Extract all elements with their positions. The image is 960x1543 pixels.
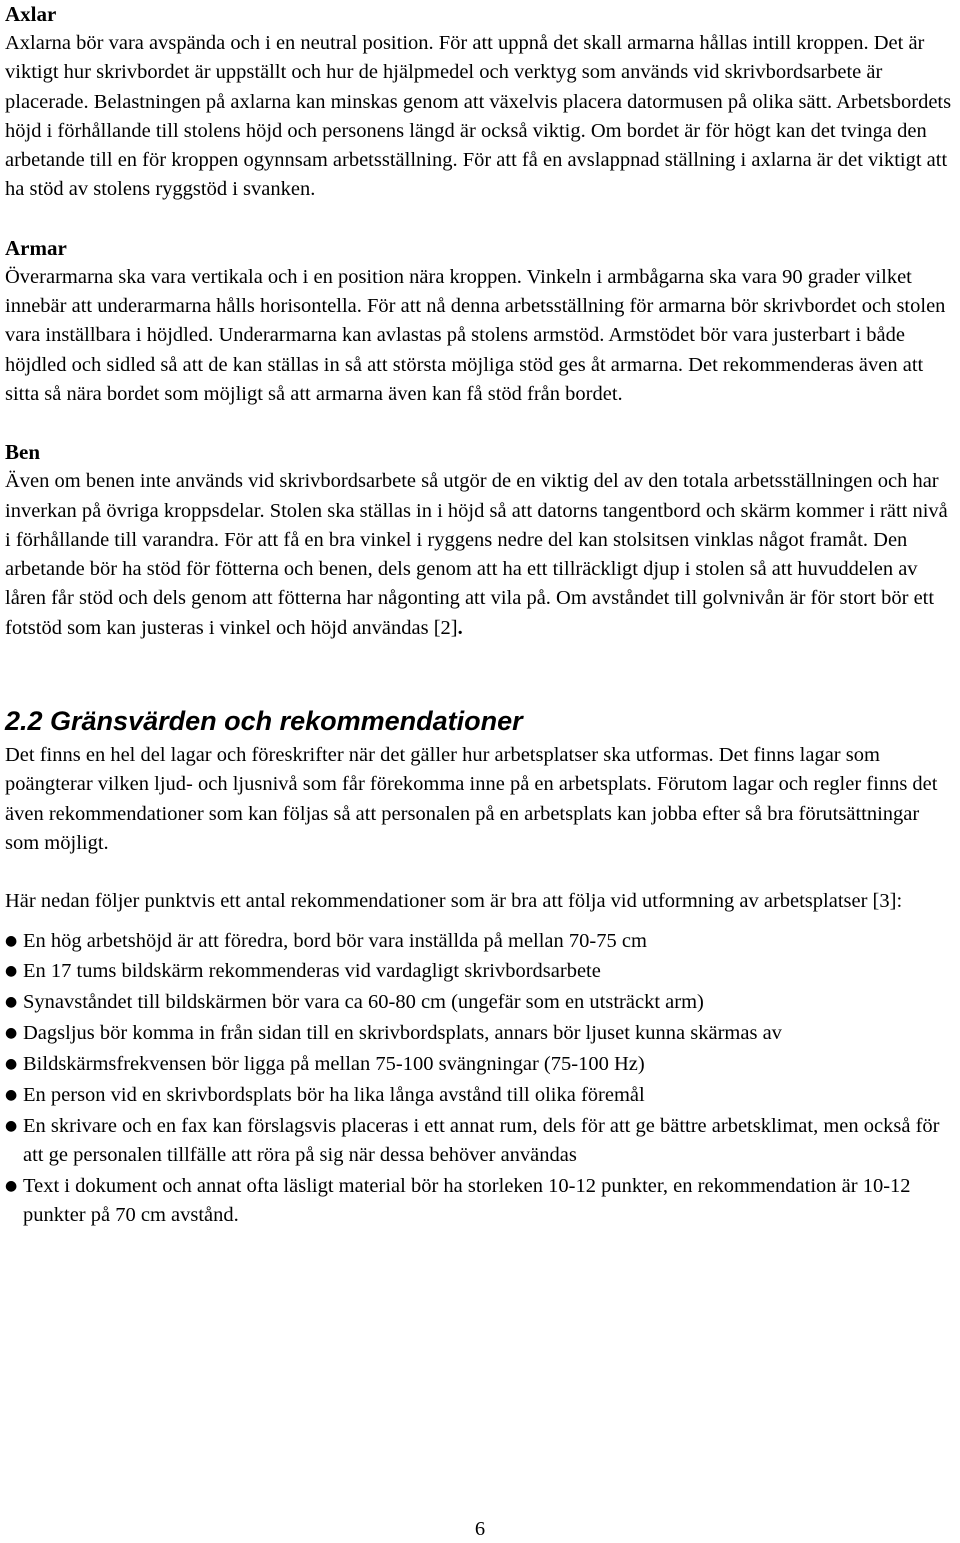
section-text-ben-body: Även om benen inte används vid skrivbordsarbete så utgör de en viktig del av den totala arbetsställningen och har inverkan på övriga kroppsdelar. Stolen ska ställas in i höjd så att datorns tangentbord och skärm kommer i rätt nivå i förhållande till varandra. För att få en bra vinkel i ryggens nedre del kan stolsitsen vinklas något framåt. Den arbetande bör ha stöd för fötterna och benen, dels genom att ha ett tillräckligt djup i stolen så att huvuddelen av låren får stöd och dels genom att fötterna har någonting att vila på. Om avståndet till golvnivån är för stort bör ett fotstöd som kan justeras i vinkel och höjd användas [2]	[5, 470, 948, 639]
bullet-icon: ●	[5, 1025, 18, 1042]
bullet-icon: ●	[5, 1178, 18, 1195]
section-heading-ben: Ben	[5, 440, 41, 465]
list-item	[5, 1112, 957, 1171]
list-item	[5, 1081, 957, 1110]
document-page	[5, 0, 957, 1232]
section-text-armar: Överarmarna ska vara vertikala och i en position nära kroppen. Vinkeln i armbågarna ska vara 90 grader vilket innebär att underarmarna hålls horisontella. För att nå denna arbetsställning för armarna bör skrivbordet och stolen vara inställbara i höjdled. Underarmarna kan avlastas på stolens armstöd. Armstödet bör vara justerbart i både höjdled och sidled så att de kan ställas in så att största möjliga stöd ges åt armarna. Det rekommenderas även att sitta så nära bordet som möjligt så att armarna även kan få stöd från bordet.	[5, 265, 946, 405]
list-item	[5, 988, 957, 1017]
bullet-icon: ●	[5, 963, 18, 980]
bullet-icon: ●	[5, 1117, 18, 1134]
list-item-text: En 17 tums bildskärm rekommenderas vid vardagligt skrivbordsarbete	[23, 960, 601, 983]
list-item-text: Bildskärmsfrekvensen bör ligga på mellan 75-100 svängningar (75-100 Hz)	[23, 1053, 645, 1076]
bullet-icon: ●	[5, 1086, 18, 1103]
list-item	[5, 957, 957, 986]
section-heading-2-2: 2.2 Gränsvärden och rekommendationer	[5, 706, 523, 737]
bullet-icon: ●	[5, 932, 18, 949]
recommendation-list	[5, 927, 957, 1231]
list-item-text: Dagsljus bör komma in från sidan till en skrivbordsplats, annars bör ljuset kunna skärmas av	[23, 1022, 782, 1045]
section-heading-armar: Armar	[5, 235, 67, 260]
section-2-2-paragraph-2: Här nedan följer punktvis ett antal rekommendationer som är bra att följa vid utformning av arbetsplatser [3]:	[5, 890, 903, 913]
list-item	[5, 927, 957, 956]
list-item-text: En person vid en skrivbordsplats bör ha lika långa avstånd till olika föremål	[23, 1083, 645, 1106]
section-2-2-paragraph-1: Det finns en hel del lagar och föreskrifter när det gäller hur arbetsplatser ska utformas. Det finns lagar som poängterar vilken ljud- och ljusnivå som får förekomma inne på en arbetsplats. Förutom lagar och regler finns det även rekommendationer som kan följas så att personalen på en arbetsplats kan jobba efter så bra förutsättningar som möjligt.	[5, 744, 938, 854]
list-item	[5, 1050, 957, 1079]
list-item	[5, 1172, 957, 1231]
list-item-text: Text i dokument och annat ofta läsligt material bör ha storleken 10-12 punkter, en rekommendation är 10-12 punkter på 70 cm avstånd.	[23, 1175, 911, 1227]
page-number: 6	[474, 1518, 486, 1540]
section-text-ben	[5, 467, 957, 643]
bullet-icon: ●	[5, 1056, 18, 1073]
bullet-icon: ●	[5, 994, 18, 1011]
list-item-text: Synavståndet till bildskärmen bör vara ca 60-80 cm (ungefär som en utsträckt arm)	[23, 991, 704, 1014]
section-heading-axlar: Axlar	[5, 2, 57, 26]
section-text-axlar: Axlarna bör vara avspända och i en neutral position. För att uppnå det skall armarna hållas intill kroppen. Det är viktigt hur skrivbordet är uppställt och hur de hjälpmedel och verktyg som används vid skrivbordsarbete är placerade. Belastningen på axlarna kan minskas genom att växelvis placera datormusen på olika sätt. Arbetsbordets höjd i förhållande till stolens höjd och personens längd är också viktig. Om bordet är för högt kan det tvinga den arbetande till en för kroppen ogynnsam arbetsställning. För att få en avslappnad ställning i axlarna är det viktigt att ha stöd av stolens ryggstöd i svanken.	[5, 32, 952, 201]
list-item-text: En skrivare och en fax kan förslagsvis placeras i ett annat rum, dels för att ge bättre arbetsklimat, men också för att ge personalen tillfälle att röra på sig när dessa behöver användas	[23, 1114, 940, 1167]
list-item-text: En hög arbetshöjd är att föredra, bord bör vara inställda på mellan 70-75 cm	[23, 929, 647, 952]
section-text-ben-end: .	[457, 616, 463, 639]
list-item	[5, 1019, 957, 1048]
